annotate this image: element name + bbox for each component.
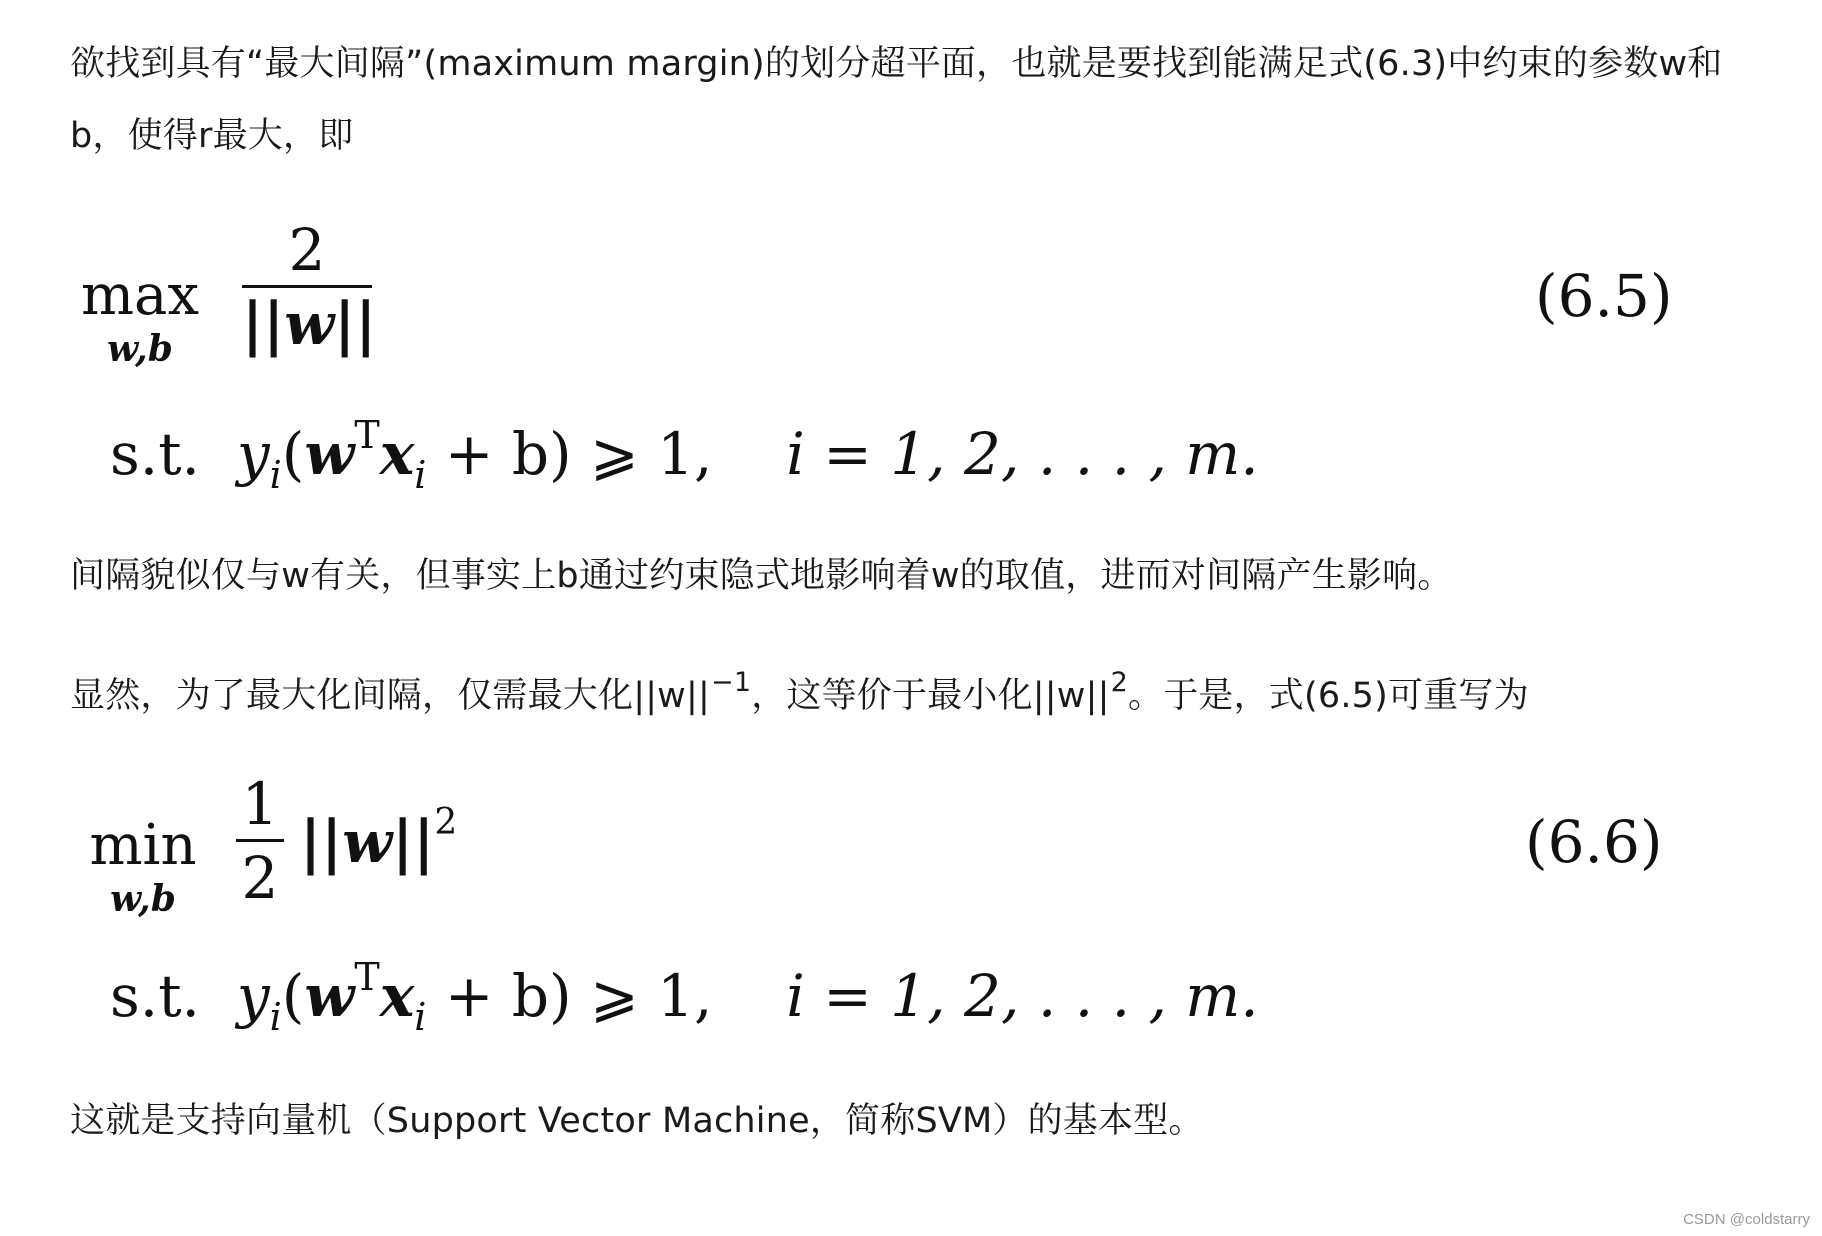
index-range-2: i = 1, 2, . . . , m. [786, 962, 1259, 1030]
max-label: max [80, 263, 200, 328]
rewrite-text-c: 。于是，式(6.5)可重写为 [1128, 676, 1529, 716]
transpose-sup: T [354, 413, 380, 457]
margin-dependence-paragraph [70, 540, 1452, 612]
half-bar [236, 839, 284, 842]
fraction-2-over-norm [242, 216, 377, 358]
y-subscript: i [269, 453, 282, 497]
y-subscript-2: i [269, 995, 282, 1039]
margin-dependence-text: 间隔貌似仅与w有关，但事实上b通过约束隐式地影响着w的取值，进而对间隔产生影响。 [70, 556, 1453, 596]
st-label: s.t. [110, 420, 200, 488]
open-paren-2: ( [281, 962, 305, 1030]
fraction-denominator: ||w|| [242, 289, 377, 358]
fraction-numerator: 2 [288, 216, 326, 284]
norm-squared [300, 802, 458, 876]
half-denominator: 2 [241, 843, 279, 912]
x-var-2: x [379, 962, 415, 1030]
st-label-2: s.t. [110, 962, 200, 1030]
norm-w: ||w|| [300, 808, 435, 876]
csdn-watermark: CSDN @coldstarry [1683, 1211, 1810, 1228]
constraint-tail-2: + b) ⩾ 1, [426, 962, 713, 1030]
w-var-2: w [304, 962, 355, 1030]
half-numerator: 1 [241, 770, 279, 838]
intro-paragraph [70, 28, 1770, 172]
y-var: y [236, 420, 270, 488]
min-operator [88, 813, 198, 920]
index-range: i = 1, 2, . . . , m. [786, 420, 1259, 488]
open-paren: ( [281, 420, 305, 488]
w-var: w [304, 420, 355, 488]
max-subscript: w,b [107, 328, 173, 370]
constraint-tail: + b) ⩾ 1, [426, 420, 713, 488]
rewrite-text-b: ，这等价于最小化||w|| [751, 676, 1110, 716]
min-label: min [89, 813, 197, 878]
norm-power: 2 [434, 802, 458, 843]
svm-basic-form-text: 这就是支持向量机（Support Vector Machine，简称SVM）的基本型。 [70, 1101, 1204, 1141]
inverse-superscript: −1 [711, 667, 752, 698]
x-subscript-2: i [414, 995, 427, 1039]
x-var: x [379, 420, 415, 488]
square-superscript: 2 [1110, 667, 1128, 698]
transpose-sup-2: T [354, 955, 380, 999]
rewrite-text-a: 显然，为了最大化间隔，仅需最大化||w|| [70, 676, 710, 716]
min-subscript: w,b [110, 878, 176, 920]
intro-text: 欲找到具有“最大间隔”(maximum margin)的划分超平面，也就是要找到能满足式(6.3)中约束的参数w和b，使得r最大，即 [70, 44, 1723, 156]
constraint-6-5 [110, 413, 1259, 497]
y-var-2: y [236, 962, 270, 1030]
fraction-half [236, 770, 284, 912]
constraint-6-6 [110, 955, 1259, 1039]
x-subscript: i [414, 453, 427, 497]
equation-number-6-6: (6.6) [1525, 808, 1663, 876]
fraction-bar [242, 285, 372, 288]
rewrite-paragraph [70, 660, 1529, 735]
equation-number-6-5: (6.5) [1535, 262, 1673, 330]
svm-basic-form-paragraph [70, 1085, 1204, 1157]
max-operator [80, 263, 200, 370]
